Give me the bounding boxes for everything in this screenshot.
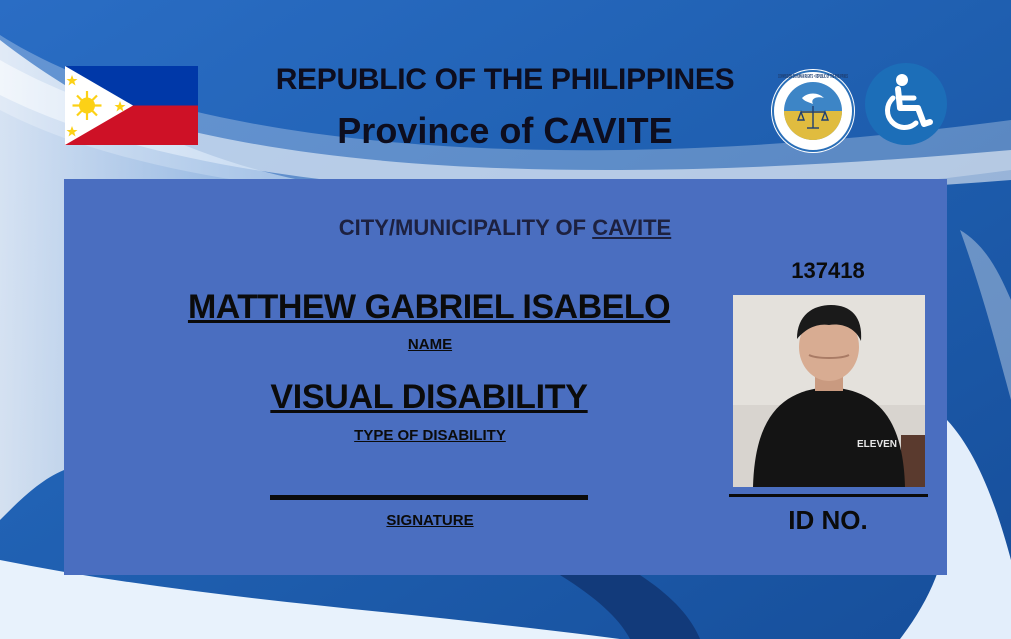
seal-text: COMMISSION ON HUMAN RIGHTS • REPUBLIC OF THE PHILIPPINES <box>778 74 849 80</box>
municipality-line <box>190 215 820 241</box>
holder-name: MATTHEW GABRIEL ISABELO <box>187 288 671 326</box>
name-label: NAME <box>407 336 453 353</box>
signature-label: SIGNATURE <box>386 512 474 529</box>
disability-label: TYPE OF DISABILITY <box>354 427 506 444</box>
id-line <box>729 494 928 497</box>
wheelchair-icon <box>864 62 948 146</box>
signature-line <box>270 495 588 500</box>
shirt-text: ELEVEN <box>857 439 898 450</box>
chr-seal-icon <box>770 68 856 154</box>
philippine-flag-icon <box>65 66 198 145</box>
id-number: 137418 <box>791 258 865 283</box>
header-republic: REPUBLIC OF THE PHILIPPINES <box>275 63 735 96</box>
municipality-prefix: CITY/MUNICIPALITY OF <box>338 215 593 240</box>
holder-photo <box>733 295 925 487</box>
disability-type: VISUAL DISABILITY <box>270 378 588 416</box>
id-label: ID NO. <box>788 505 868 535</box>
municipality-name: CAVITE <box>592 215 672 240</box>
header-province: Province of CAVITE <box>337 110 673 151</box>
